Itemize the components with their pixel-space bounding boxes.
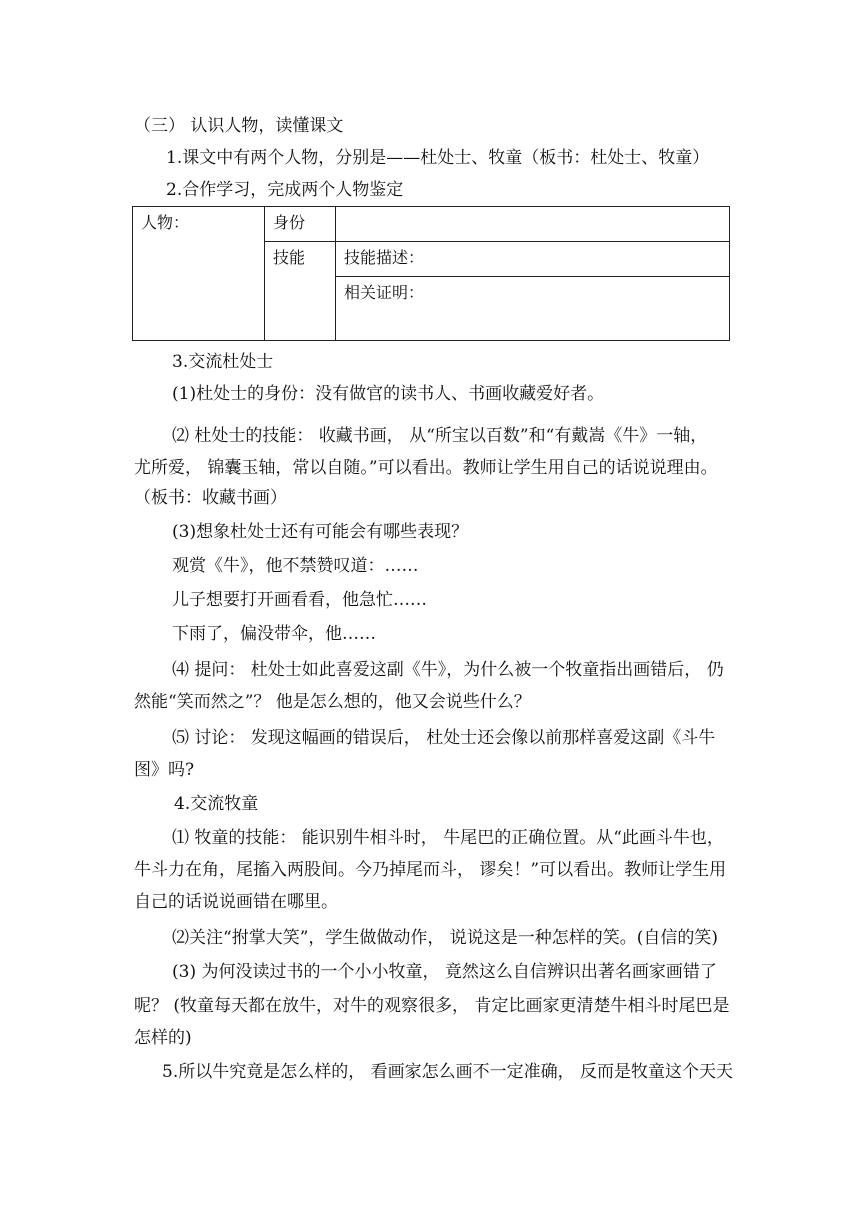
person-label: 人物： [141, 213, 190, 232]
identity-value-cell [336, 207, 730, 242]
skill-desc-label: 技能描述： [344, 248, 425, 267]
item-3-3-a: 观赏《牛》，他不禁赞叹道：…… [172, 556, 419, 576]
item-4-1-line-2: 牛斗力在角，尾搐入两股间。今乃掉尾而斗， 谬矣！”可以看出。教师让学生用 [134, 860, 727, 880]
item-4: 4.交流牧童 [174, 794, 259, 814]
item-3-5-line-2: 图》吗? [134, 760, 195, 780]
evidence-cell [336, 277, 730, 341]
skill-label-cell [265, 242, 336, 341]
item-4-3-line-3: 怎样的) [134, 1028, 192, 1048]
item-4-1-line-1: ⑴ 牧童的技能： 能识别牛相斗时， 牛尾巴的正确位置。从“此画斗牛也， [172, 828, 724, 848]
item-3-3-c: 下雨了，偏没带伞，他…… [172, 624, 376, 644]
item-4-2: ⑵关注“拊掌大笑”，学生做做动作， 说说这是一种怎样的笑。(自信的笑) [172, 928, 719, 948]
item-3-3-b: 儿子想要打开画看看，他急忙…… [172, 590, 427, 610]
character-assessment-table [132, 206, 730, 341]
item-5: 5.所以牛究竟是怎么样的， 看画家怎么画不一定准确， 反而是牧童这个天天 [162, 1062, 734, 1082]
item-1: 1.课文中有两个人物，分别是——杜处士、牧童（板书：杜处士、牧童） [166, 148, 710, 168]
item-3-3: (3)想象杜处士还有可能会有哪些表现？ [172, 522, 469, 542]
evidence-label: 相关证明： [344, 283, 425, 302]
item-3: 3.交流杜处士 [172, 352, 274, 372]
item-3-2-line-2: 尤所爱， 锦囊玉轴，常以自随。”可以看出。教师让学生用自己的话说说理由。 [134, 458, 718, 478]
section-heading: （三） 认识人物，读懂课文 [134, 116, 344, 136]
item-3-4-line-1: ⑷ 提问： 杜处士如此喜爱这副《牛》，为什么被一个牧童指出画错后， 仍 [172, 660, 724, 680]
person-cell [133, 207, 265, 341]
item-4-1-line-3: 自己的话说说画错在哪里。 [134, 892, 338, 912]
skill-label: 技能 [273, 248, 306, 267]
identity-label-cell [265, 207, 336, 242]
item-3-2-line-3: （板书：收藏书画） [134, 488, 287, 508]
item-4-3-line-2: 呢？ (牧童每天都在放牛，对牛的观察很多， 肯定比画家更清楚牛相斗时尾巴是 [134, 996, 730, 1016]
item-3-4-line-2: 然能“笑而然之”？ 他是怎么想的，他又会说些什么？ [134, 692, 531, 712]
item-3-5-line-1: ⑸ 讨论： 发现这幅画的错误后， 杜处士还会像以前那样喜爱这副《斗牛 [172, 728, 716, 748]
identity-label: 身份 [273, 213, 306, 232]
item-4-3-line-1: (3) 为何没读过书的一个小小牧童， 竟然这么自信辨识出著名画家画错了 [172, 962, 717, 982]
item-3-2-line-1: ⑵ 杜处士的技能： 收藏书画， 从“所宝以百数”和“有戴嵩《牛》一轴， [172, 426, 708, 446]
item-2: 2.合作学习，完成两个人物鉴定 [166, 180, 404, 200]
skill-desc-cell [336, 242, 730, 277]
item-3-1: (1)杜处士的身份：没有做官的读书人、书画收藏爱好者。 [172, 384, 605, 404]
